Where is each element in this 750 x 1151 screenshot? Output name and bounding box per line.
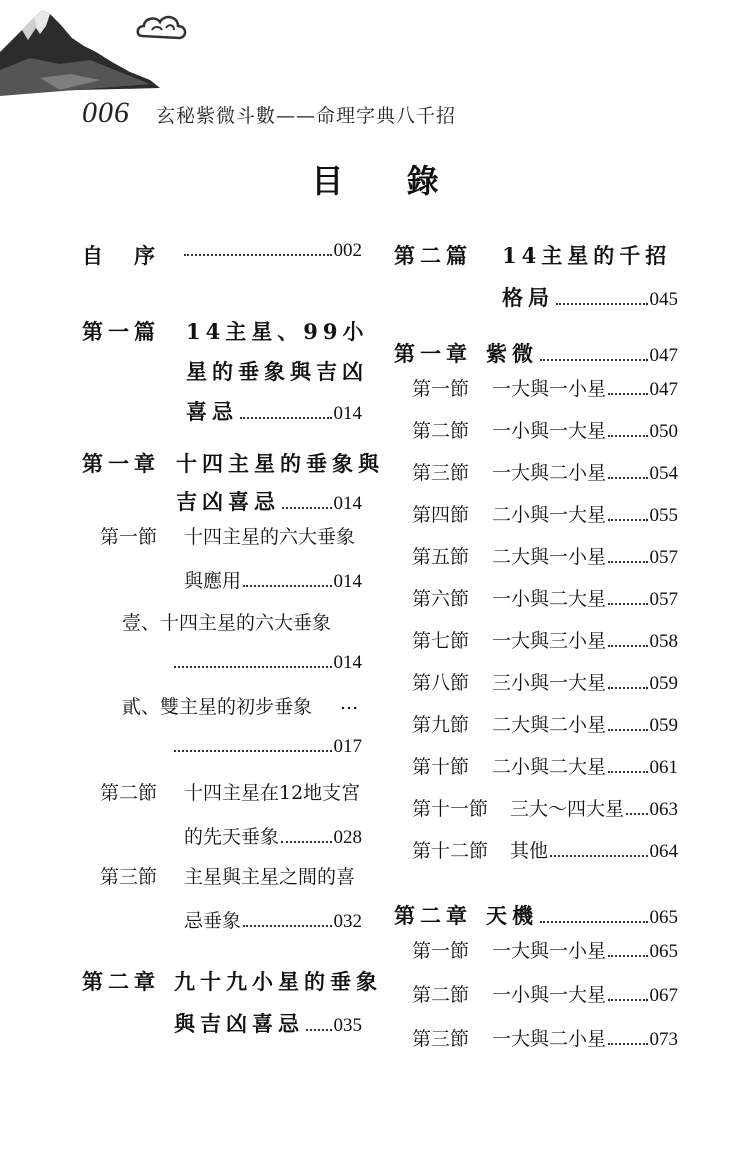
toc-page: 057 <box>649 589 678 610</box>
toc-page: 017 <box>333 736 362 757</box>
toc-page: 014 <box>333 571 362 592</box>
toc-page: 047 <box>649 379 678 400</box>
toc-entry-section[interactable] <box>100 862 362 932</box>
dot-leader <box>556 303 648 305</box>
dot-leader <box>608 645 647 647</box>
toc-text-line: 一小與二大星 <box>492 588 607 610</box>
toc-page: 063 <box>649 799 678 820</box>
toc-entry-chapter[interactable] <box>394 900 678 930</box>
toc-text-line: 一小與一大星 <box>492 420 607 442</box>
toc-label: 第二節 <box>100 782 158 804</box>
toc-text-line: 與吉凶喜忌 <box>174 1011 304 1036</box>
toc-text-line: 二小與二大星 <box>492 756 607 778</box>
toc-page: 067 <box>649 985 678 1006</box>
dot-leader <box>608 603 647 605</box>
toc-label: 第一節 <box>100 526 158 548</box>
toc-page: 032 <box>333 911 362 932</box>
toc-text-line: 十四主星的六大垂象 <box>184 526 356 548</box>
toc-page: 050 <box>649 421 678 442</box>
toc-text-line: 主星與主星之間的喜 <box>184 866 356 888</box>
toc-entry-chapter-1[interactable] <box>82 448 384 518</box>
toc-entry-preface[interactable] <box>82 240 362 270</box>
toc-text-line: 二大與一小星 <box>492 546 607 568</box>
toc-text-line: 壹、十四主星的六大垂象 <box>122 612 332 634</box>
dot-leader <box>608 771 647 773</box>
toc-text-line: 貳、雙主星的初步垂象 <box>122 696 313 718</box>
toc-page: 064 <box>649 841 678 862</box>
toc-text-line: 三大～四大星 <box>510 798 625 820</box>
running-title: 玄秘紫微斗數——命理字典八千招 <box>156 105 457 127</box>
toc-entry-section[interactable] <box>412 710 678 740</box>
toc-entry-section[interactable] <box>412 584 678 614</box>
toc-entry-part-2[interactable] <box>394 240 678 310</box>
dot-leader <box>608 1043 647 1045</box>
dot-leader <box>184 254 332 256</box>
toc-entry-chapter[interactable] <box>394 338 678 368</box>
toc-label: 第六節 <box>412 588 470 610</box>
toc-page: 058 <box>649 631 678 652</box>
toc-entry-section[interactable] <box>412 542 678 572</box>
toc-label: 自 序 <box>82 243 160 268</box>
running-header <box>82 96 456 130</box>
toc-label: 第九節 <box>412 714 470 736</box>
dot-leader <box>608 729 647 731</box>
toc-text-line: 其他 <box>510 840 549 862</box>
toc-page: 059 <box>649 715 678 736</box>
toc-entry-section[interactable] <box>412 458 678 488</box>
toc-page: 065 <box>649 941 678 962</box>
toc-text-line: 二小與一大星 <box>492 504 607 526</box>
toc-text-line: 二大與二小星 <box>492 714 607 736</box>
toc-text-line: 三小與一大星 <box>492 672 607 694</box>
toc-label: 第一節 <box>412 940 470 962</box>
toc-entry-section[interactable] <box>412 668 678 698</box>
cloud-icon <box>132 8 192 48</box>
toc-page: 002 <box>333 240 362 261</box>
toc-page: 014 <box>333 652 362 673</box>
toc-entry-section[interactable] <box>412 626 678 656</box>
toc-text-line: 天機 <box>486 903 538 928</box>
toc-text-line: 的先天垂象 <box>184 826 280 848</box>
toc-text-line: 喜忌 <box>186 399 238 424</box>
toc-entry-section[interactable] <box>100 522 362 592</box>
toc-text-line: 十四主星在12地支宮 <box>184 782 361 804</box>
dot-leader <box>608 393 647 395</box>
toc-entry-section[interactable] <box>412 752 678 782</box>
toc-text-line: 星的垂象與吉凶 <box>186 359 368 384</box>
toc-label: 第十一節 <box>412 798 489 820</box>
dot-leader <box>282 507 332 509</box>
toc-text-line: 一大與二小星 <box>492 1028 607 1050</box>
toc-text-line: 一大與三小星 <box>492 630 607 652</box>
toc-text-line: 一大與一小星 <box>492 940 607 962</box>
toc-page: 057 <box>649 547 678 568</box>
dot-leader <box>540 359 648 361</box>
toc-trailing-dots: ... <box>340 692 359 714</box>
toc-text-line: 14主星的千招 <box>502 243 672 268</box>
toc-label: 第七節 <box>412 630 470 652</box>
page-title: 目 錄 <box>311 162 465 200</box>
toc-entry-part-1[interactable] <box>82 316 369 426</box>
dot-leader <box>243 585 331 587</box>
toc-text-line: 忌垂象 <box>184 910 242 932</box>
dot-leader <box>306 1029 332 1031</box>
toc-label: 第二章 <box>394 903 472 928</box>
toc-label: 第八節 <box>412 672 470 694</box>
dot-leader <box>608 999 647 1001</box>
toc-page: 014 <box>333 403 362 424</box>
dot-leader <box>626 813 647 815</box>
toc-page: 014 <box>333 493 362 514</box>
toc-label: 第一章 <box>394 341 472 366</box>
toc-text-line: 十四主星的垂象與 <box>176 451 384 476</box>
dot-leader <box>174 750 332 752</box>
toc-label: 第一章 <box>82 451 160 476</box>
toc-page: 028 <box>333 827 362 848</box>
dot-leader <box>608 519 647 521</box>
toc-label: 第三節 <box>412 462 470 484</box>
dot-leader <box>174 666 332 668</box>
toc-text-line: 九十九小星的垂象 <box>174 969 382 994</box>
toc-text-line: 與應用 <box>184 570 242 592</box>
toc-label: 第二節 <box>412 420 470 442</box>
toc-page: 073 <box>649 1029 678 1050</box>
toc-page: 059 <box>649 673 678 694</box>
toc-label: 第一節 <box>412 378 470 400</box>
toc-entry-section[interactable] <box>412 794 678 824</box>
toc-label: 第十節 <box>412 756 470 778</box>
toc-entry-subsection[interactable] <box>122 608 362 678</box>
dot-leader <box>540 921 648 923</box>
toc-text-line: 14主星、99小 <box>186 319 369 344</box>
toc-entry-subsection[interactable] <box>122 692 362 762</box>
dot-leader <box>608 687 647 689</box>
toc-label: 第四節 <box>412 504 470 526</box>
toc-label: 第五節 <box>412 546 470 568</box>
toc-text-line: 一大與一小星 <box>492 378 607 400</box>
toc-entry-section[interactable] <box>412 416 678 446</box>
dot-leader <box>608 435 647 437</box>
toc-page: 047 <box>649 345 678 366</box>
dot-leader <box>608 561 647 563</box>
dot-leader <box>608 477 647 479</box>
toc-page: 045 <box>649 289 678 310</box>
toc-text-line: 一大與二小星 <box>492 462 607 484</box>
dot-leader <box>243 925 331 927</box>
toc-text-line: 一小與一大星 <box>492 984 607 1006</box>
dot-leader <box>550 855 647 857</box>
toc-entry-section[interactable] <box>100 778 362 848</box>
dot-leader <box>240 417 332 419</box>
toc-label: 第一篇 <box>82 319 160 344</box>
toc-label: 第三節 <box>100 866 158 888</box>
toc-text-line: 吉凶喜忌 <box>176 489 280 514</box>
dot-leader <box>281 841 331 843</box>
toc-text-line: 格局 <box>502 285 554 310</box>
toc-page: 055 <box>649 505 678 526</box>
toc-entry-chapter-2[interactable] <box>82 966 382 1036</box>
toc-text-line: 紫微 <box>486 341 538 366</box>
toc-entry-section[interactable] <box>412 836 678 866</box>
toc-entry-section[interactable] <box>412 374 678 404</box>
toc-page: 065 <box>649 907 678 928</box>
toc-page: 035 <box>333 1015 362 1036</box>
toc-entry-section[interactable] <box>412 500 678 530</box>
toc-entry-section[interactable] <box>412 1024 678 1054</box>
toc-label: 第三節 <box>412 1028 470 1050</box>
toc-entry-section[interactable] <box>412 980 678 1010</box>
toc-label: 第二章 <box>82 969 160 994</box>
page-number: 006 <box>82 96 130 129</box>
toc-label: 第二篇 <box>394 243 472 268</box>
toc-entry-section[interactable] <box>412 936 678 966</box>
toc-label: 第二節 <box>412 984 470 1006</box>
toc-label: 第十二節 <box>412 840 489 862</box>
toc-page: 061 <box>649 757 678 778</box>
dot-leader <box>608 955 647 957</box>
toc-page: 054 <box>649 463 678 484</box>
